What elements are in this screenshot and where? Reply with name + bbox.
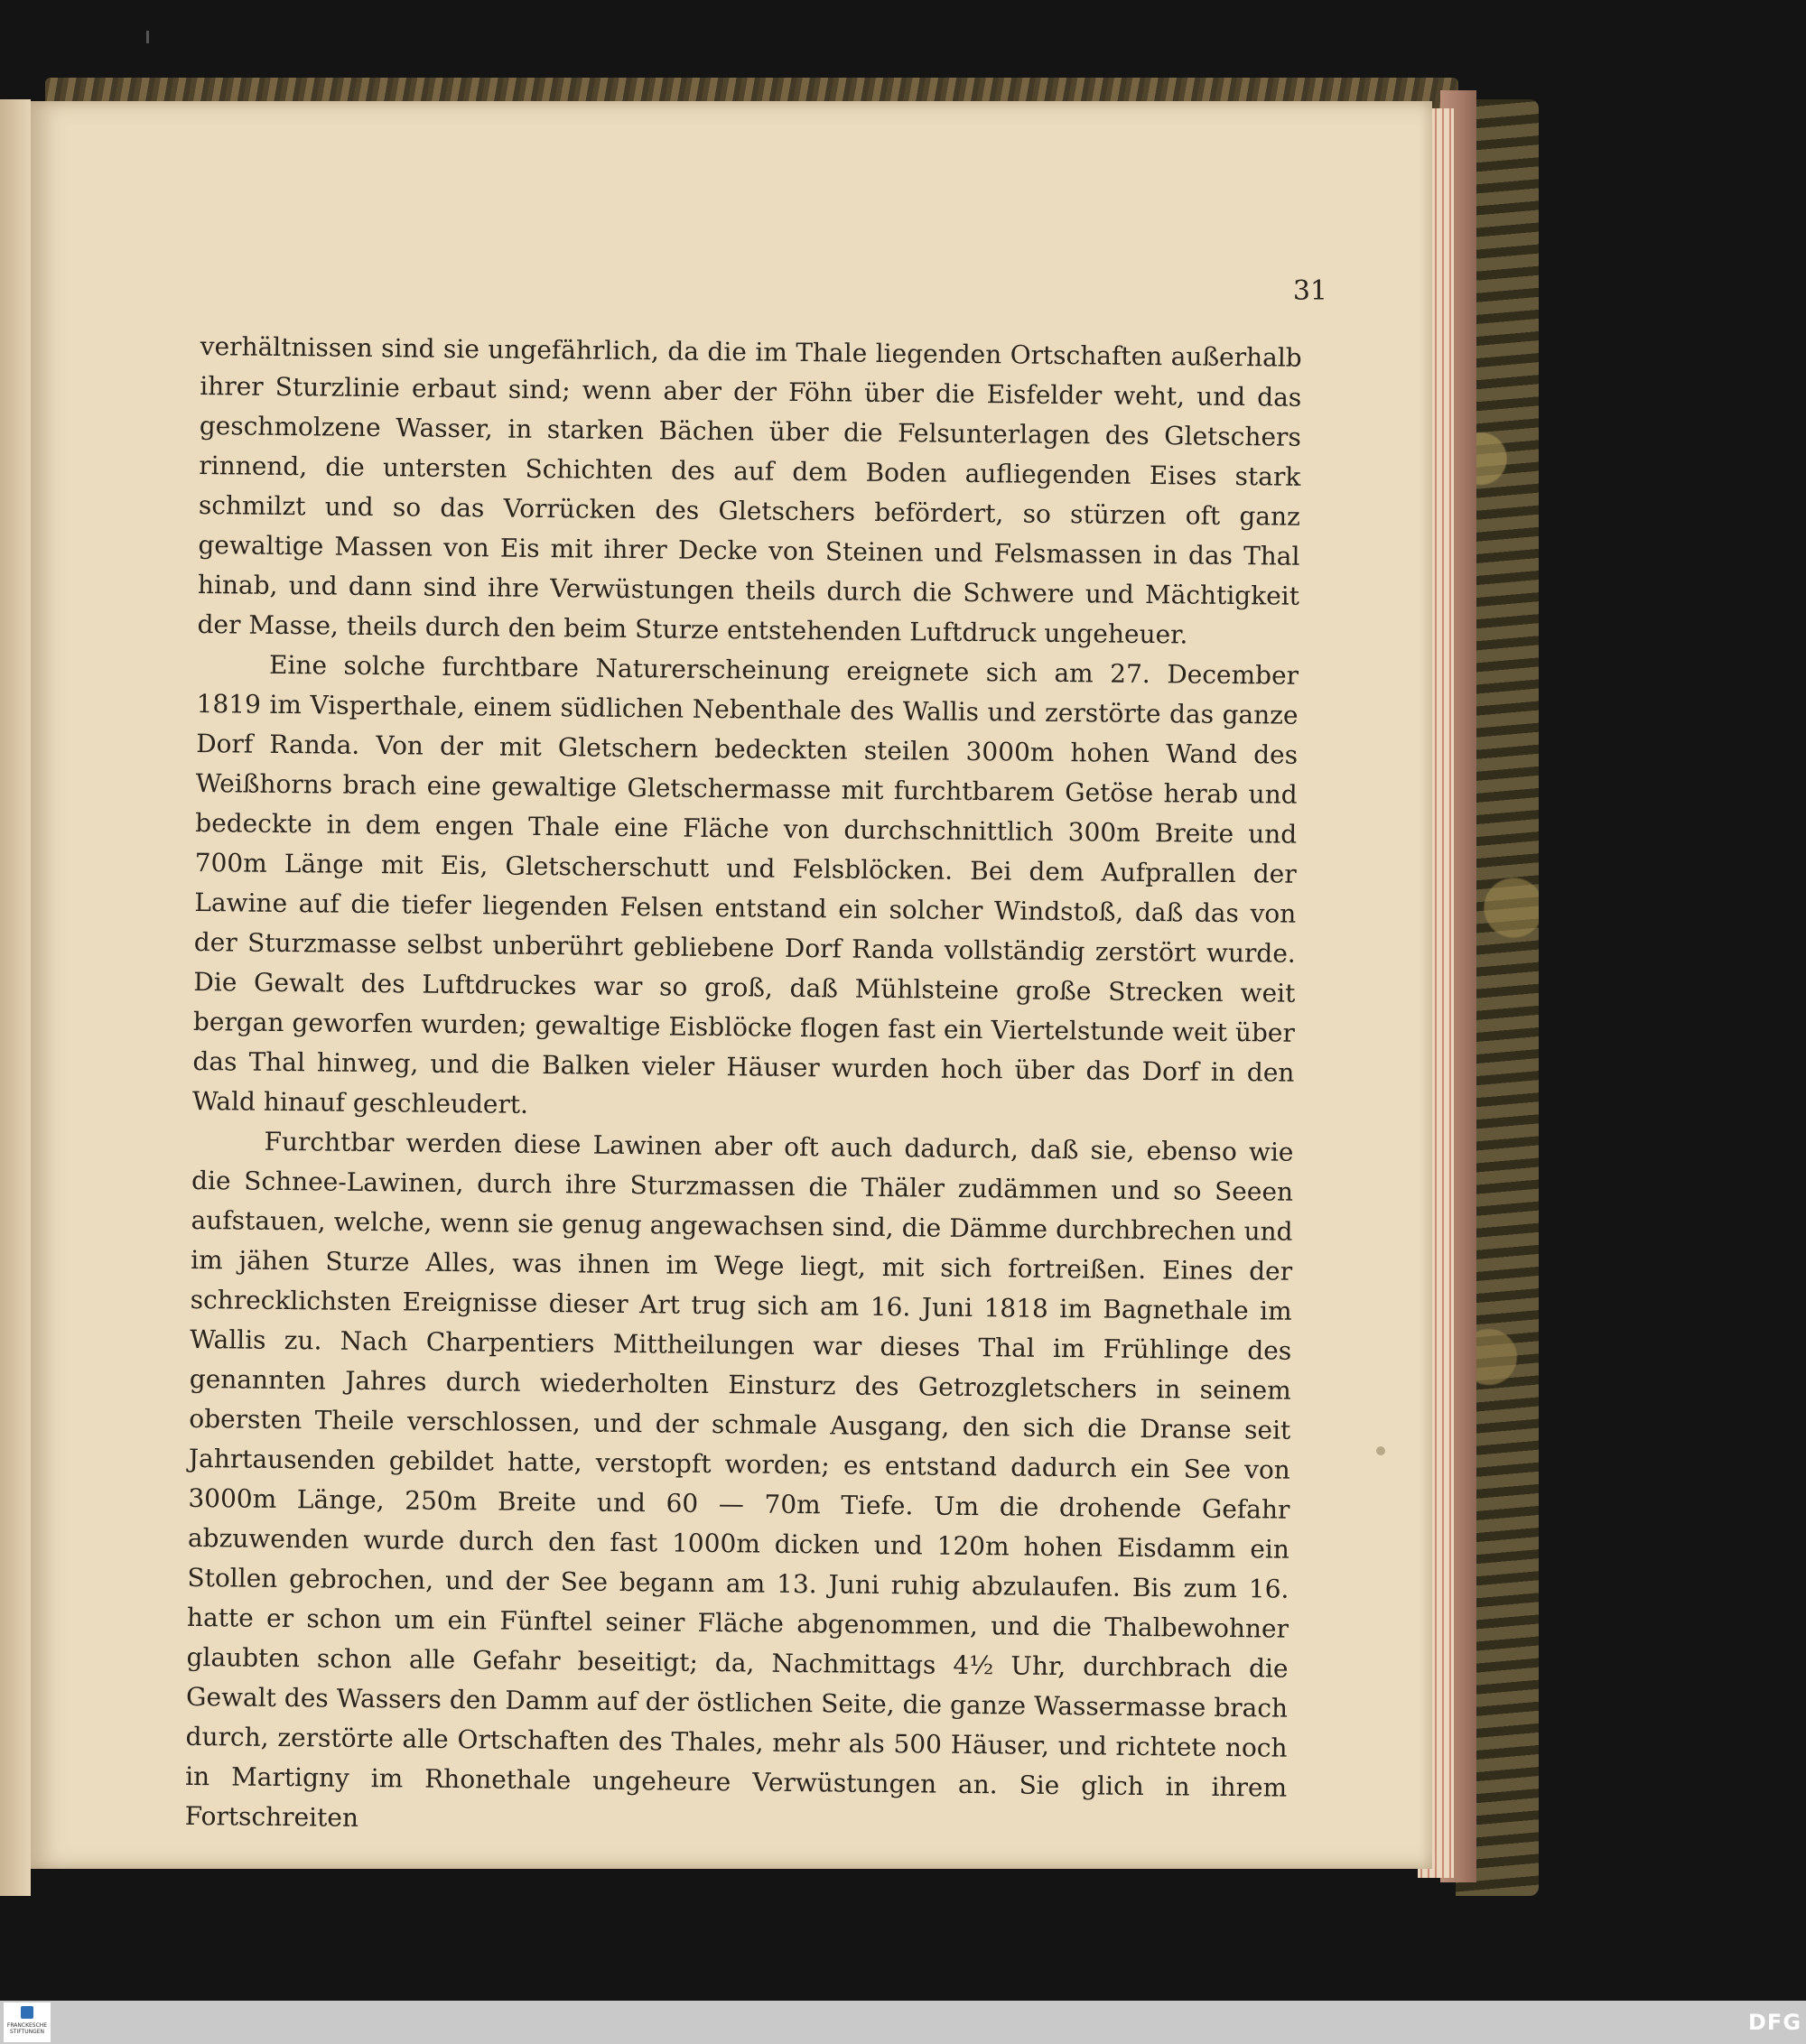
paragraph-2: Eine solche furchtbare Naturerscheinung ereignete sich am 27. December 1819 im Visperthale, einem südlichen Nebenthale des Wallis und zerstörte das ganze Dorf Randa. Von der mit Gletschern bedeckten steilen 3000m hohen Wand des Weißhorns brach eine gewaltige Gletschermasse mit furchtbarem Getöse herab und bedeckte in dem engen Thale eine Fläche von durchschnittlich 300m Breite und 700m Länge mit Eis, Gletscherschutt und Felsblöcken. Bei dem Aufprallen der Lawine auf die tiefer liegenden Felsen entstand ein solcher Windstoß, daß das von der Sturzmasse selbst unberührt gebliebene Dorf Randa vollständig zerstört wurde. Die Gewalt des Luftdruckes war so groß, daß Mühlsteine große Strecken weit bergan geworfen wurden; gewaltige Eisblöcke flogen fast ein Viertelstunde weit über das Thal hinweg, und die Balken vieler Häuser wurden hoch über das Dorf in den Wald hinauf geschleudert. — [191, 649, 1299, 1120]
body-text — [184, 327, 1301, 1848]
paragraph-1: verhältnissen sind sie ungefährlich, da die im Thale liegenden Ortschaften außerhalb ihrer Sturzlinie erbaut sind; wenn aber der Föhn über die Eisfelder weht, und das geschmolzene Wasser, in starken Bächen über die Felsunterlagen des Gletschers rinnend, die untersten Schichten des auf dem Boden aufliegenden Eises stark schmilzt und so das Vorrücken des Gletschers befördert, so stürzen oft ganz gewaltige Massen von Eis mit ihrer Decke von Steinen und Felsmassen in das Thal hinab, und dann sind ihre Verwüstungen theils durch die Schwere und Mächtigkeit der Masse, theils durch den beim Sturze entstehenden Luftdruck ungeheuer. — [197, 330, 1302, 650]
viewer-footer-bar — [0, 2001, 1806, 2044]
edge-mark — [146, 31, 149, 43]
paragraph-3: Furchtbar werden diese Lawinen aber oft auch dadurch, daß sie, ebenso wie die Schnee-Lawinen, durch ihre Sturzmassen die Thäler zudämmen und so Seeen aufstauen, welche, wenn sie genug angewachsen sind, die Dämme durchbrechen und im jähen Sturze Alles, was ihnen im Wege liegt, mit sich fortreißen. Eines der schrecklichsten Ereignisse dieser Art trug sich am 16. Juni 1818 im Bagnethale im Wallis zu. Nach Charpentiers Mittheilungen war dieses Thal im Frühlinge des genannten Jahres durch wiederholten Einsturz des Getrozgletschers in seinem obersten Theile verschlossen, und der schmale Ausgang, den sich die Dranse seit Jahrtausenden gebildet hatte, verstopft worden; es entstand dadurch ein See von 3000m Länge, 250m Breite und 60 — 70m Tiefe. Um die drohende Gefahr abzuwenden wurde durch den fast 1000m dicken und 120m hohen Eisdamm ein Stollen gebrochen, und der See begann am 13. Juni ruhig abzulaufen. Bis zum 16. hatte er schon um ein Fünftel seiner Fläche abgenommen, und die Thalbewohner glaubten schon alle Gefahr beseitigt; da, Nachmittags 4½ Uhr, durchbrach die Gewalt des Wassers den Damm auf der östlichen Seite, die ganze Wassermasse brach durch, zerstörte alle Ortschaften des Thales, mehr als 500 Häuser, und richtete noch in Martigny im Rhonethale ungeheure Verwüstungen an. Sie glich in ihrem Fortschreiten — [184, 1126, 1294, 1833]
franckesche-logo[interactable]: FRANCKESCHE STIFTUNGEN — [4, 2002, 51, 2042]
page-spot — [1376, 1446, 1385, 1455]
left-page-edge — [0, 99, 31, 1896]
page-number: 31 — [1292, 275, 1327, 307]
dfg-logo[interactable]: DFG — [1748, 2010, 1802, 2035]
